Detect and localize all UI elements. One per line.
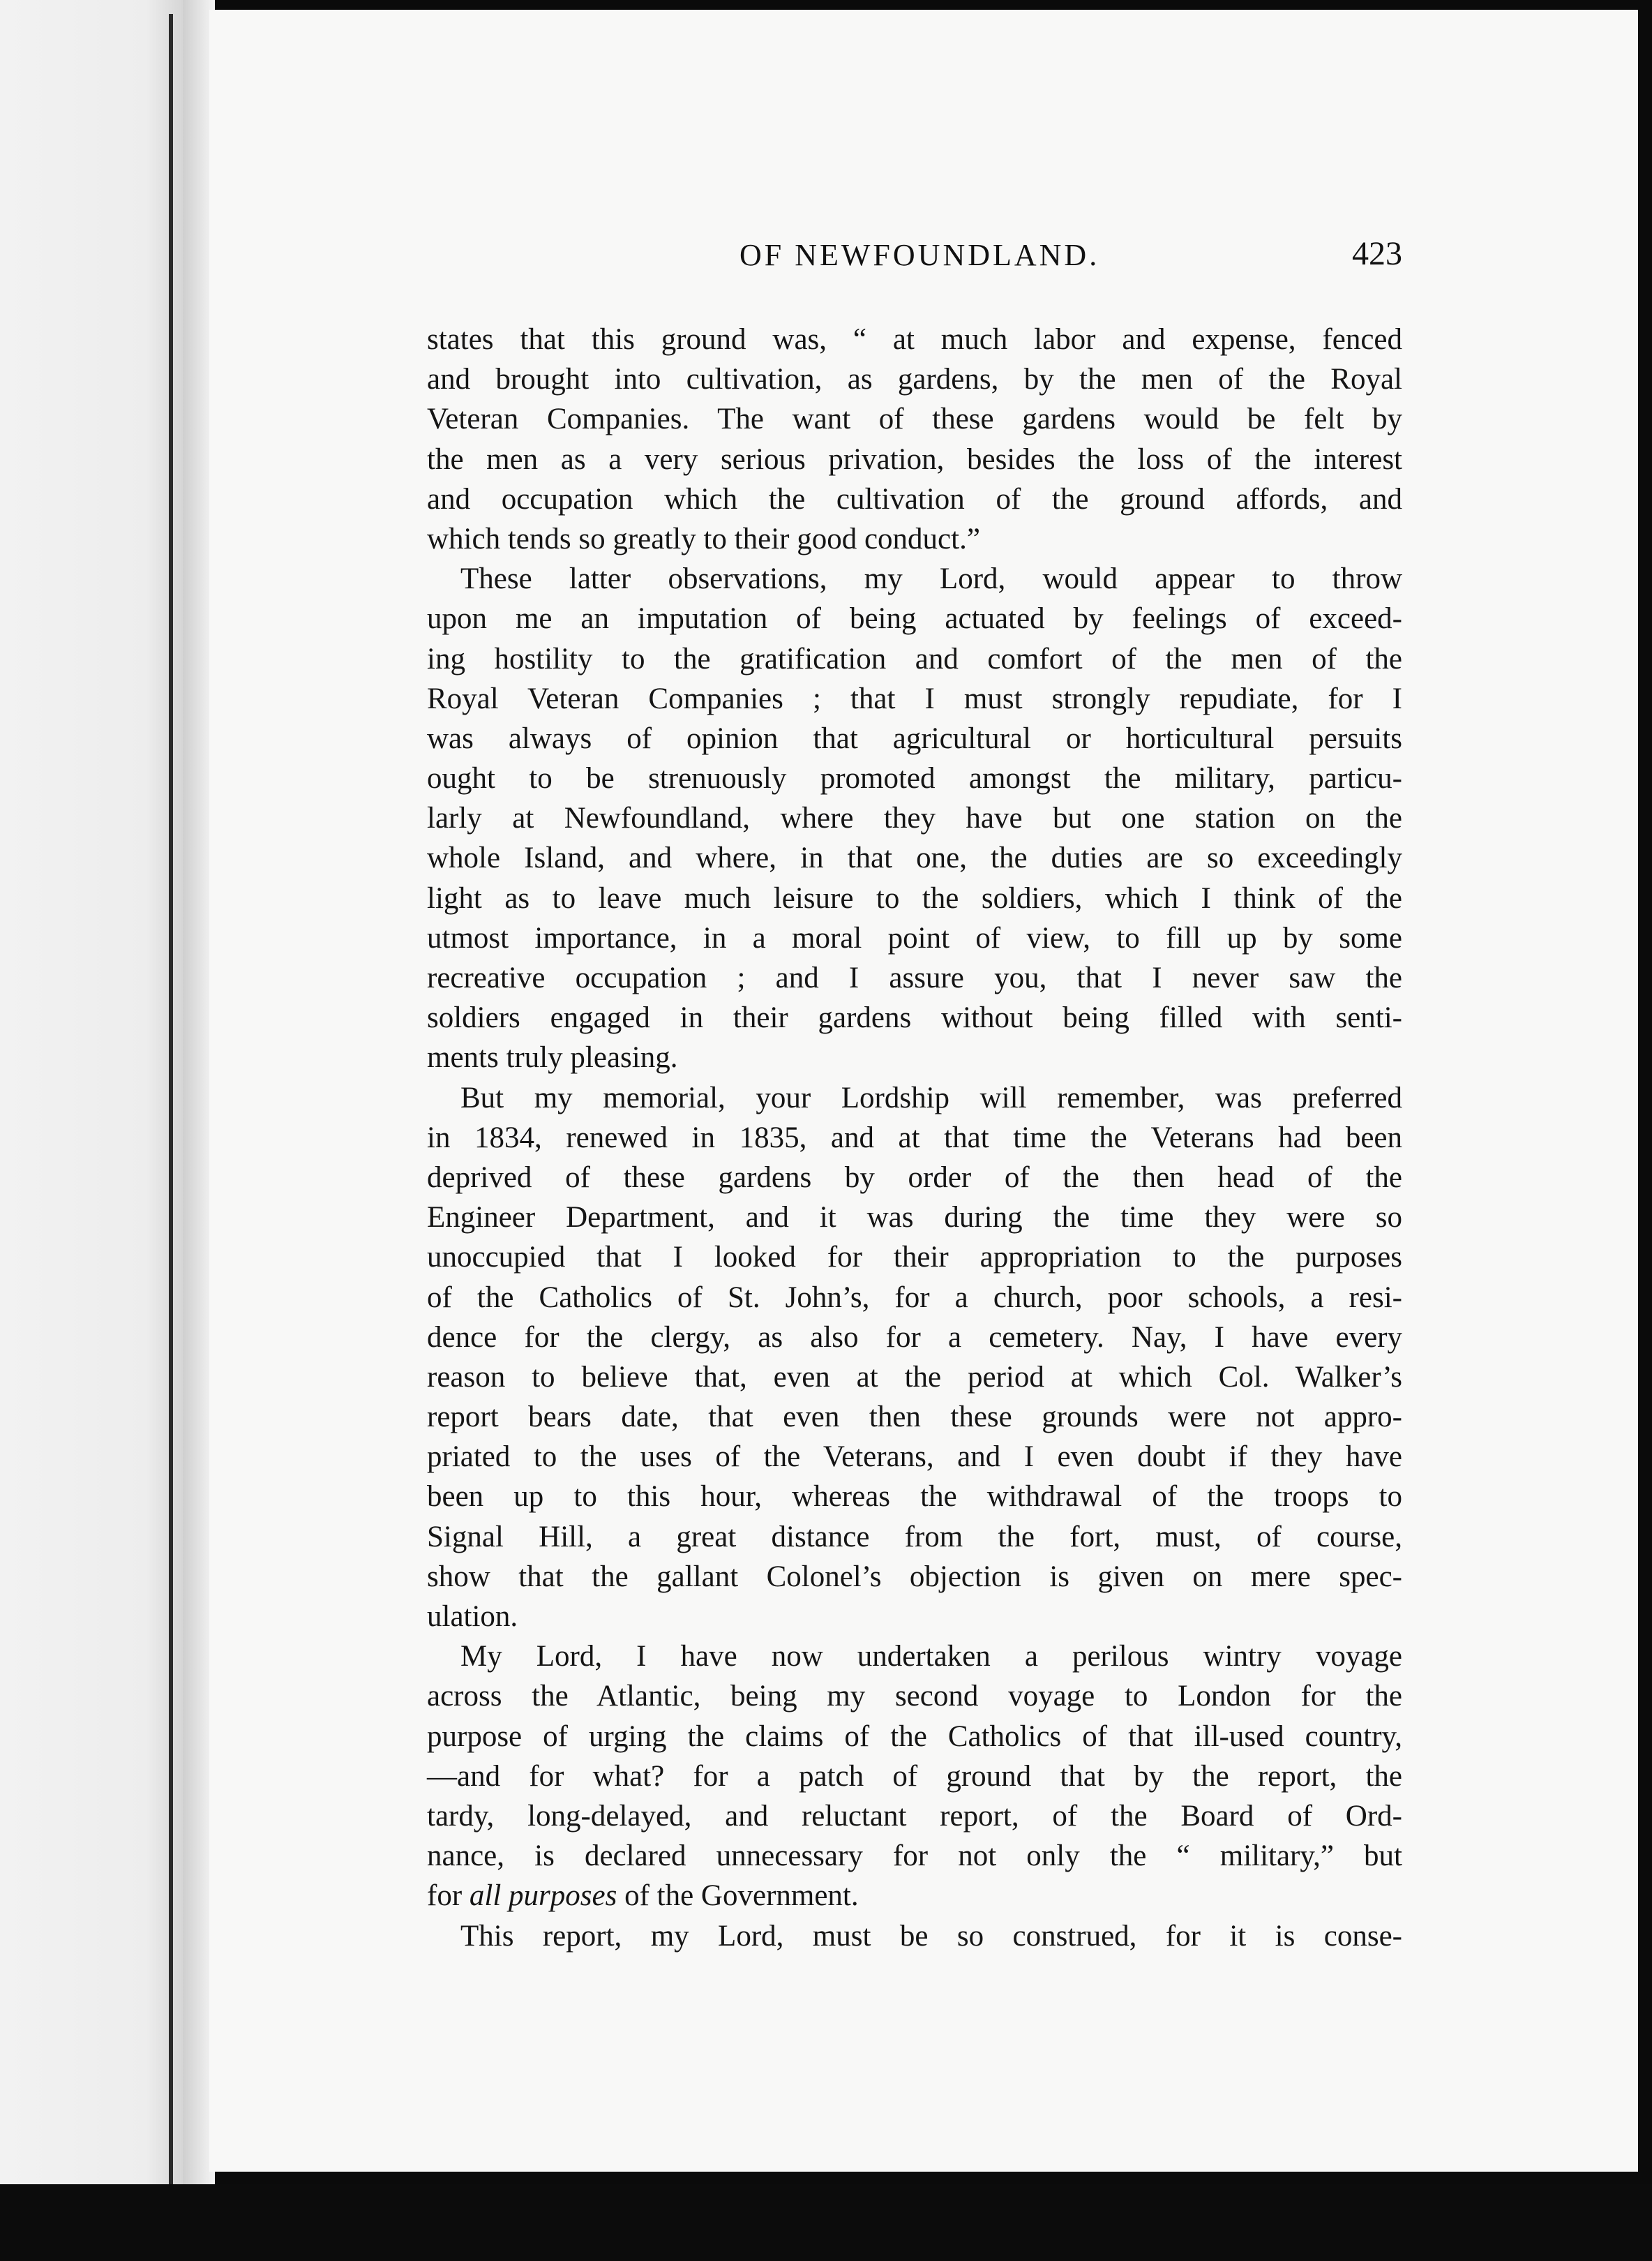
text-line: reason to believe that, even at the period at which Col. Walker’s (427, 1360, 1402, 1394)
text-line: show that the gallant Colonel’s objection is given on mere spec- (427, 1560, 1402, 1593)
text-line (427, 1876, 1402, 1916)
text-line: utmost importance, in a moral point of view, to fill up by some (427, 921, 1402, 955)
text-line: My Lord, I have now undertaken a perilous wintry voyage (460, 1640, 1402, 1673)
text-line: Signal Hill, a great distance from the fort, must, of course, (427, 1520, 1402, 1553)
text-line: in 1834, renewed in 1835, and at that time the Veterans had been (427, 1121, 1402, 1154)
text-line: But my memorial, your Lordship will remember, was preferred (460, 1081, 1402, 1114)
text-line: ought to be strenuously promoted amongst the military, particu- (427, 762, 1402, 796)
text-line: whole Island, and where, in that one, the duties are so exceedingly (427, 842, 1402, 875)
text-line: tardy, long-delayed, and reluctant report, of the Board of Ord- (427, 1799, 1402, 1833)
binding-edge (169, 14, 173, 2184)
text-line: —and for what? for a patch of ground that by the report, the (427, 1759, 1402, 1793)
paragraph-5 (427, 1916, 1402, 1956)
text-line: of the Catholics of St. John’s, for a church, poor schools, a resi- (427, 1281, 1402, 1314)
text-line: ing hostility to the gratification and comfort of the men of the (427, 642, 1402, 676)
text-line: recreative occupation ; and I assure you, that I never saw the (427, 962, 1402, 994)
italic-text: all purposes (469, 1879, 617, 1913)
paragraph-1 (427, 320, 1402, 559)
text-line: was always of opinion that agricultural or horticultural persuits (427, 722, 1402, 755)
text-line: dence for the clergy, as also for a cemetery. Nay, I have every (427, 1320, 1402, 1354)
text-line: Royal Veteran Companies ; that I must strongly repudiate, for I (427, 682, 1402, 715)
text-line: deprived of these gardens by order of the then head of the (427, 1161, 1402, 1194)
running-head: OF NEWFOUNDLAND. (739, 238, 1100, 272)
page-header (209, 237, 1402, 279)
page-number: 423 (1352, 235, 1402, 272)
text-line: Veteran Companies. The want of these gardens would be felt by (427, 403, 1402, 436)
text-fragment: of the Government. (617, 1879, 859, 1913)
text-fragment: for (427, 1879, 470, 1913)
text-line: and occupation which the cultivation of the ground affords, and (427, 482, 1402, 516)
text-line: been up to this hour, whereas the withdrawal of the troops to (427, 1480, 1402, 1514)
text-line: This report, my Lord, must be so construed, for it is conse- (460, 1919, 1402, 1953)
text-line: priated to the uses of the Veterans, and I even doubt if they have (427, 1440, 1402, 1474)
text-line: soldiers engaged in their gardens without being filled with senti- (427, 1001, 1402, 1035)
facing-page-edge (0, 0, 183, 2261)
text-line: across the Atlantic, being my second voyage to London for the (427, 1680, 1402, 1713)
text-line: unoccupied that I looked for their appropriation to the purposes (427, 1241, 1402, 1274)
text-line: ments truly pleasing. (427, 1041, 678, 1075)
text-line: states that this ground was, “ at much labor and expense, fenced (427, 323, 1402, 356)
text-line: purpose of urging the claims of the Catholics of that ill-used country, (427, 1719, 1402, 1753)
text-line: Engineer Department, and it was during the time they were so (427, 1201, 1402, 1234)
scan-bottom-border (0, 2184, 1652, 2261)
text-line: nance, is declared unnecessary for not only the “ military,” but (427, 1840, 1402, 1873)
text-line: light as to leave much leisure to the soldiers, which I think of the (427, 881, 1402, 915)
text-line: These latter observations, my Lord, would appear to throw (460, 562, 1402, 596)
paragraph-4 (427, 1636, 1402, 1916)
text-line: larly at Newfoundland, where they have but one station on the (427, 802, 1402, 835)
text-line: and brought into cultivation, as gardens, by the men of the Royal (427, 363, 1402, 396)
text-line: ulation. (427, 1600, 518, 1633)
paragraph-2 (427, 559, 1402, 1077)
text-line: upon me an imputation of being actuated by feelings of exceed- (427, 602, 1402, 636)
text-line: report bears date, that even then these grounds were not appro- (427, 1401, 1402, 1434)
text-line: which tends so greatly to their good conduct.” (427, 522, 980, 555)
body-text (427, 320, 1402, 1956)
paragraph-3 (427, 1078, 1402, 1637)
text-line: the men as a very serious privation, besides the loss of the interest (427, 442, 1402, 476)
